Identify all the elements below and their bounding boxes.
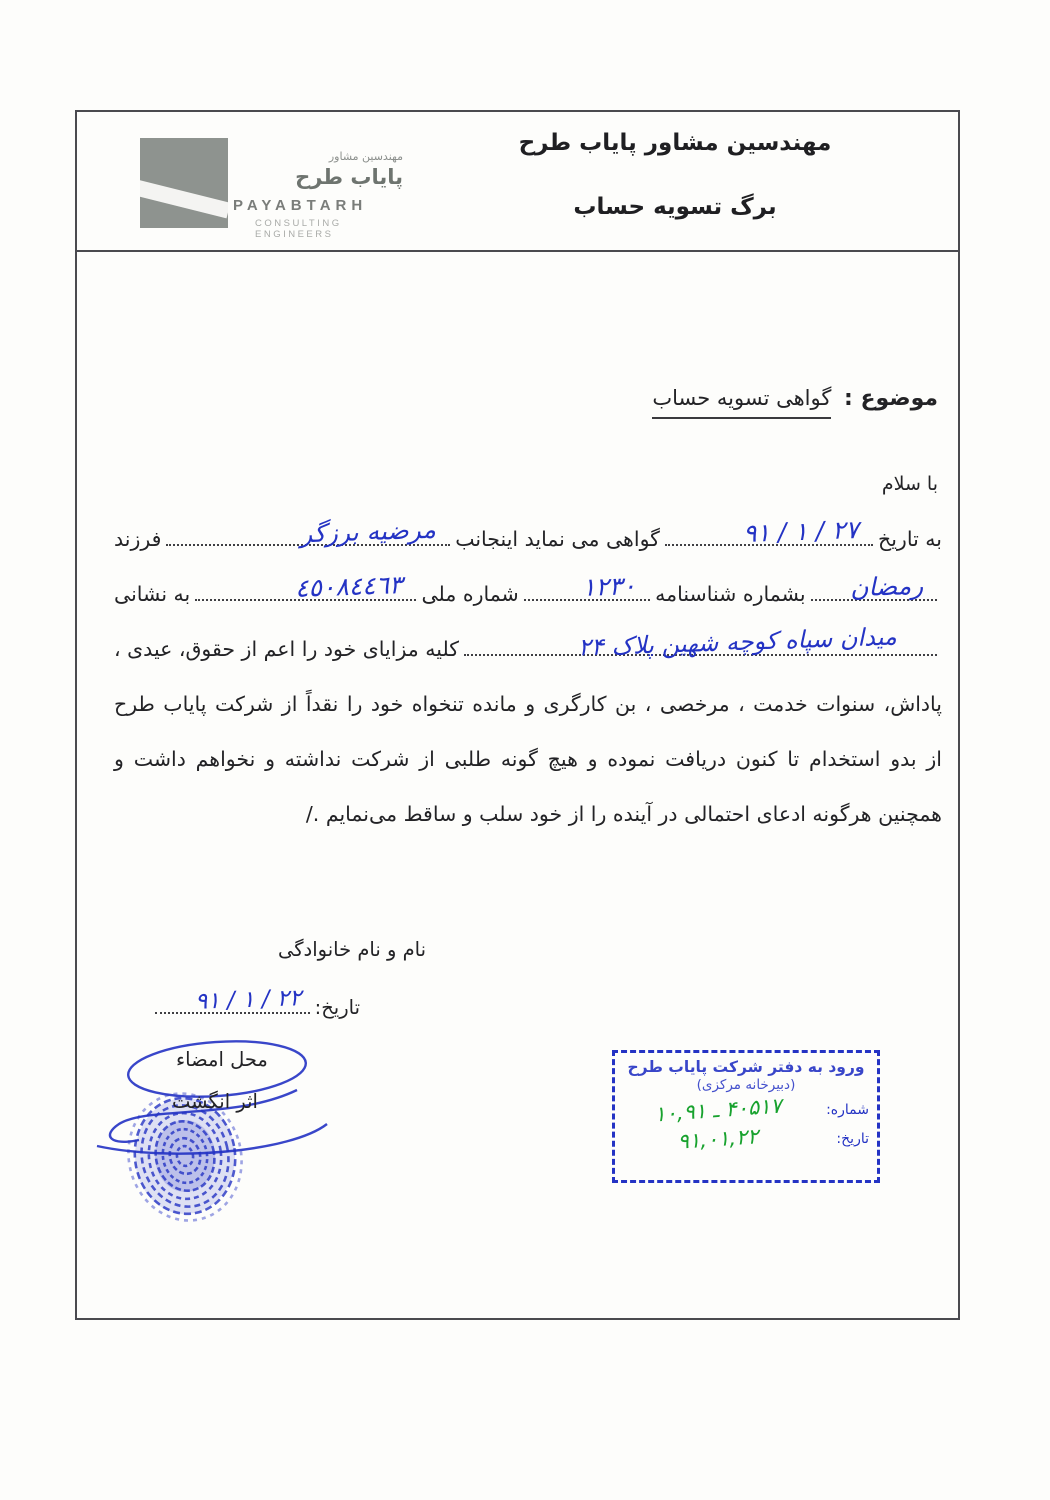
body-line-6: همچنین هرگونه ادعای احتمالی در آینده را از خود سلب و ساقط می‌نمایم ./ (305, 802, 942, 826)
line1-mid: گواهی می نماید اینجانب (455, 527, 660, 551)
signature-date-line (150, 985, 360, 1019)
id-number-fill-field (524, 571, 650, 602)
body-line-5: از بدو استخدام تا کنون دریافت نموده و هیچ گونه طلبی از شرکت نداشته و نخواهم داشت و (114, 747, 942, 771)
handwritten-id-number: ۱۲۳۰ (581, 571, 637, 602)
signature-date-fill-field (155, 985, 310, 1015)
body-line-1 (114, 512, 942, 567)
stamp-number-row (623, 1093, 869, 1127)
handwritten-national-id: ٤٥٠٨٤٤٦٣ (294, 570, 403, 603)
name-fill-field (166, 514, 450, 549)
brand-fa-name: پایاب طرح (295, 165, 403, 189)
form-title: برگ تسویه حساب (573, 194, 777, 220)
salutation: با سلام (881, 473, 938, 495)
brand-en-subtitle: CONSULTING ENGINEERS (255, 218, 342, 240)
body-line-4: پاداش، سنوات خدمت ، مرخصی ، بن کارگری و مانده تنخواه خود را نقداً از شرکت پایاب طرح (114, 692, 942, 716)
stamp-number-value: ۴۰۵۱۷ ـ ۱۰,۹۱ (653, 1093, 783, 1127)
payabtarh-logo-icon (140, 138, 228, 228)
line1-pre: به تاریخ (877, 527, 942, 551)
letterhead (77, 112, 958, 252)
subject-value: گواهی تسویه حساب (652, 386, 831, 419)
national-id-fill-field (195, 570, 416, 603)
line1-post: فرزند (113, 527, 162, 551)
stamp-title: ورود به دفتر شرکت پایاب طرح (627, 1058, 865, 1076)
handwritten-name: مرضیه برزگر (299, 514, 437, 549)
logo-wordmark (233, 150, 403, 240)
stamp-number-label: شماره: (826, 1102, 869, 1118)
address-fill-field (464, 622, 937, 662)
brand-en-name: PAYABTARH (233, 197, 368, 214)
stamp-date-value: ۹۱,۰۱,۲۲ (676, 1124, 760, 1154)
body-line-2 (114, 567, 942, 622)
subject-label: موضوع : (844, 386, 938, 411)
stamp-date-row (623, 1124, 869, 1154)
line2-b: شماره ملی (421, 582, 519, 606)
stamp-subtitle: (دبیرخانه مرکزی) (696, 1077, 796, 1093)
line3-text: کلیه مزایای خود را اعم از حقوق، عیدی ، (114, 637, 459, 661)
signature-date-label: تاریخ: (314, 996, 360, 1019)
date-fill-field (665, 514, 873, 549)
brand-fa-small: مهندسین مشاور (328, 150, 403, 163)
handwritten-address: میدان سپاه کوچه شهین پلاک ۲۴ (577, 622, 898, 662)
line2-c: به نشانی (114, 582, 191, 606)
stamp-date-label: تاریخ: (836, 1131, 869, 1147)
body-paragraph (114, 512, 942, 842)
subject-line (652, 386, 938, 411)
signature-place-label: محل امضاء (176, 1048, 268, 1071)
office-entry-stamp (612, 1050, 880, 1183)
fullname-label: نام و نام خانوادگی (277, 938, 427, 961)
handwritten-date: ۲۷ / ۱ / ۹۱ (742, 514, 860, 549)
logo-stripe-icon (140, 178, 228, 219)
company-title: مهندسین مشاور پایاب طرح (518, 130, 832, 156)
body-line-3 (114, 622, 942, 677)
handwritten-signature-date: ۲۲ / ۱ / ۹۱ (194, 985, 303, 1015)
father-fill-field (811, 570, 937, 603)
line2-a: بشماره شناسنامه (655, 582, 806, 606)
handwritten-father-name: رمضان (849, 570, 924, 603)
fingerprint-label: اثر انگشت (172, 1090, 258, 1113)
